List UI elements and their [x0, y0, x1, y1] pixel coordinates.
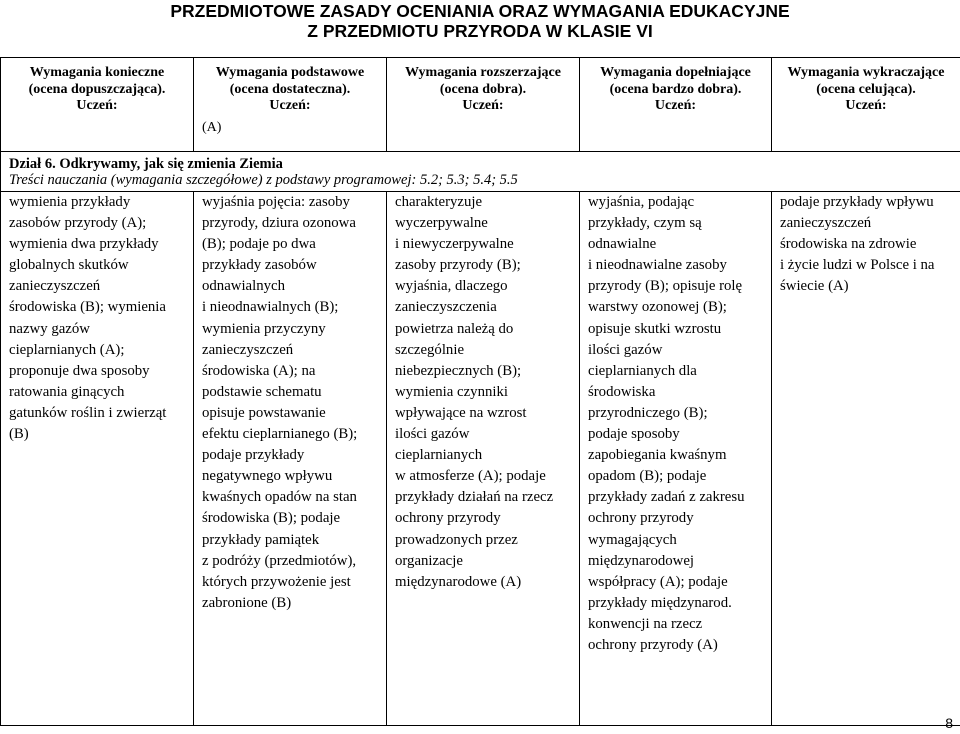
column-student: Uczeń: [654, 98, 697, 113]
column-header-rozszerzajace [387, 58, 580, 152]
column-header-dopelniajace [580, 58, 772, 152]
column-grade: (ocena bardzo dobra). [609, 81, 742, 97]
column-grade: (ocena dopuszczająca). [28, 81, 166, 97]
column-heading: Wymagania podstawowe [215, 65, 365, 80]
page-number: 8 [945, 715, 953, 731]
header-row [1, 58, 960, 152]
section-subtitle: Treści nauczania (wymagania szczegółowe) z podstawy programowej: 5.2; 5.3; 5.4; 5.5 [9, 172, 518, 188]
column-heading: Wymagania konieczne [29, 65, 165, 80]
section-title: Dział 6. Odkrywamy, jak się zmienia Ziemia [9, 156, 283, 172]
requirement-text: wymienia przykłady zasobów przyrody (A); wymienia dwa przykłady globalnych skutków zanieczyszczeń środowiska (B); wymienia nazwy gazów cieplarnianych (A); proponuje dwa sposoby ratowania ginących gatunków roślin i zwierząt (B) [9, 194, 167, 443]
requirement-cell-wykraczajace [772, 192, 960, 726]
column-header-konieczne [1, 58, 194, 152]
column-heading: Wymagania rozszerzające [405, 65, 561, 80]
column-heading: Wymagania dopełniające [600, 65, 751, 80]
requirements-table [0, 57, 960, 726]
column-student: Uczeń: [462, 98, 504, 113]
requirement-text: wyjaśnia, podając przykłady, czym są odnawialne i nieodnawialne zasoby przyrody (B); opisuje rolę warstwy ozonowej (B); opisuje skutki wzrostu ilości gazów cieplarnianych dla środowiska przyrodniczego (B); podaje sposoby zapobiegania kwaśnym opadom (B); podaje przykłady zadań z zakresu ochrony przyrody wymagających międzynarodowej współpracy (A); podaje przykłady międzynarod. konwencji na rzecz ochrony przyrody (A) [588, 194, 745, 653]
column-student: Uczeń: [845, 98, 887, 113]
column-heading: Wymagania wykraczające [787, 65, 945, 80]
column-grade: (ocena dostateczna). [229, 81, 351, 97]
requirement-cell-konieczne [1, 192, 194, 726]
document-title-line-1: PRZEDMIOTOWE ZASADY OCENIANIA ORAZ WYMAGANIA EDUKACYJNE [170, 1, 790, 21]
column-student: Uczeń: [269, 98, 311, 113]
column-header-podstawowe [194, 58, 387, 152]
column-grade: (ocena celująca). [816, 81, 916, 97]
requirement-cell-rozszerzajace [387, 192, 580, 726]
requirement-text: charakteryzuje wyczerpywalne i niewyczerpywalne zasoby przyrody (B); wyjaśnia, dlaczego zanieczyszczenia powietrza należą do szczególnie niebezpiecznych (B); wymienia czynniki wpływające na wzrost ilości gazów cieplarnianych w atmosferze (A); podaje przykłady działań na rzecz ochrony przyrody prowadzonych przez organizacje międzynarodowe (A) [395, 194, 554, 590]
document-title-line-2: Z PRZEDMIOTU PRZYRODA W KLASIE VI [307, 21, 653, 41]
column-header-wykraczajace [772, 58, 960, 152]
column-grade: (ocena dobra). [439, 81, 527, 97]
column-tag: (A) [202, 119, 222, 135]
requirement-cell-dopelniajace [580, 192, 772, 726]
requirement-text: podaje przykłady wpływu zanieczyszczeń środowiska na zdrowie i życie ludzi w Polsce i na świecie (A) [780, 194, 935, 295]
column-student: Uczeń: [76, 98, 118, 113]
section-cell [1, 152, 960, 192]
requirements-row [1, 192, 960, 726]
requirement-cell-podstawowe [194, 192, 387, 726]
requirement-text: wyjaśnia pojęcia: zasoby przyrody, dziura ozonowa (B); podaje po dwa przykłady zasobów odnawialnych i nieodnawialnych (B); wymienia przyczyny zanieczyszczeń środowiska (A); na podstawie schematu opisuje powstawanie efektu cieplarnianego (B); podaje przykłady negatywnego wpływu kwaśnych opadów na stan środowiska (B); podaje przykłady pamiątek z podróży (przedmiotów), których przywożenie jest zabronione (B) [202, 194, 358, 611]
section-row [1, 152, 960, 192]
